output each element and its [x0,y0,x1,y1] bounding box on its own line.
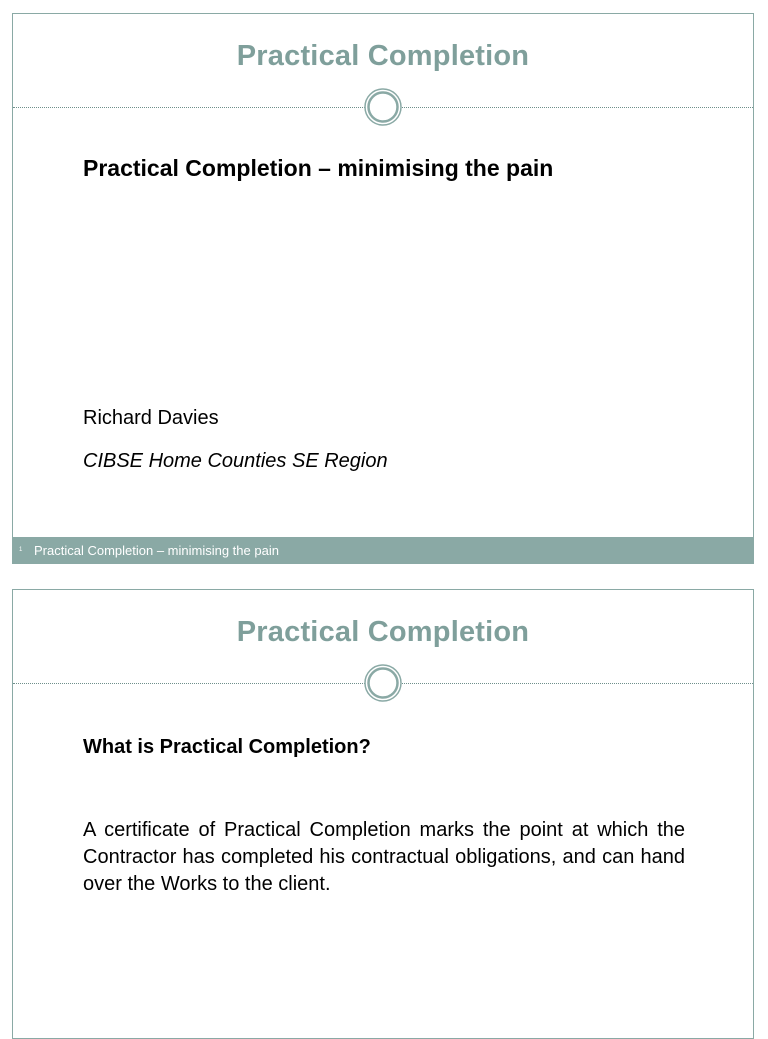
presentation-subtitle: Practical Completion – minimising the pain [83,155,554,181]
definition-paragraph: A certificate of Practical Completion marks the point at which the Contractor has completed his contractual obligations, and can hand over the Works to the client. [83,819,685,895]
footer-text: Practical Completion – minimising the pain [34,543,279,558]
slide-title: Practical Completion [236,40,530,72]
slide-1 [12,13,754,564]
question-heading: What is Practical Completion? [83,736,371,758]
slide-title: Practical Completion [236,616,530,648]
slide-2 [12,589,754,1039]
divider-ring-icon [364,664,402,702]
organisation-name: CIBSE Home Counties SE Region [83,450,388,472]
divider-ring-icon [364,88,402,126]
slide-number: 1 [19,547,23,553]
slide-footer [12,537,754,564]
author-name: Richard Davies [83,407,219,429]
